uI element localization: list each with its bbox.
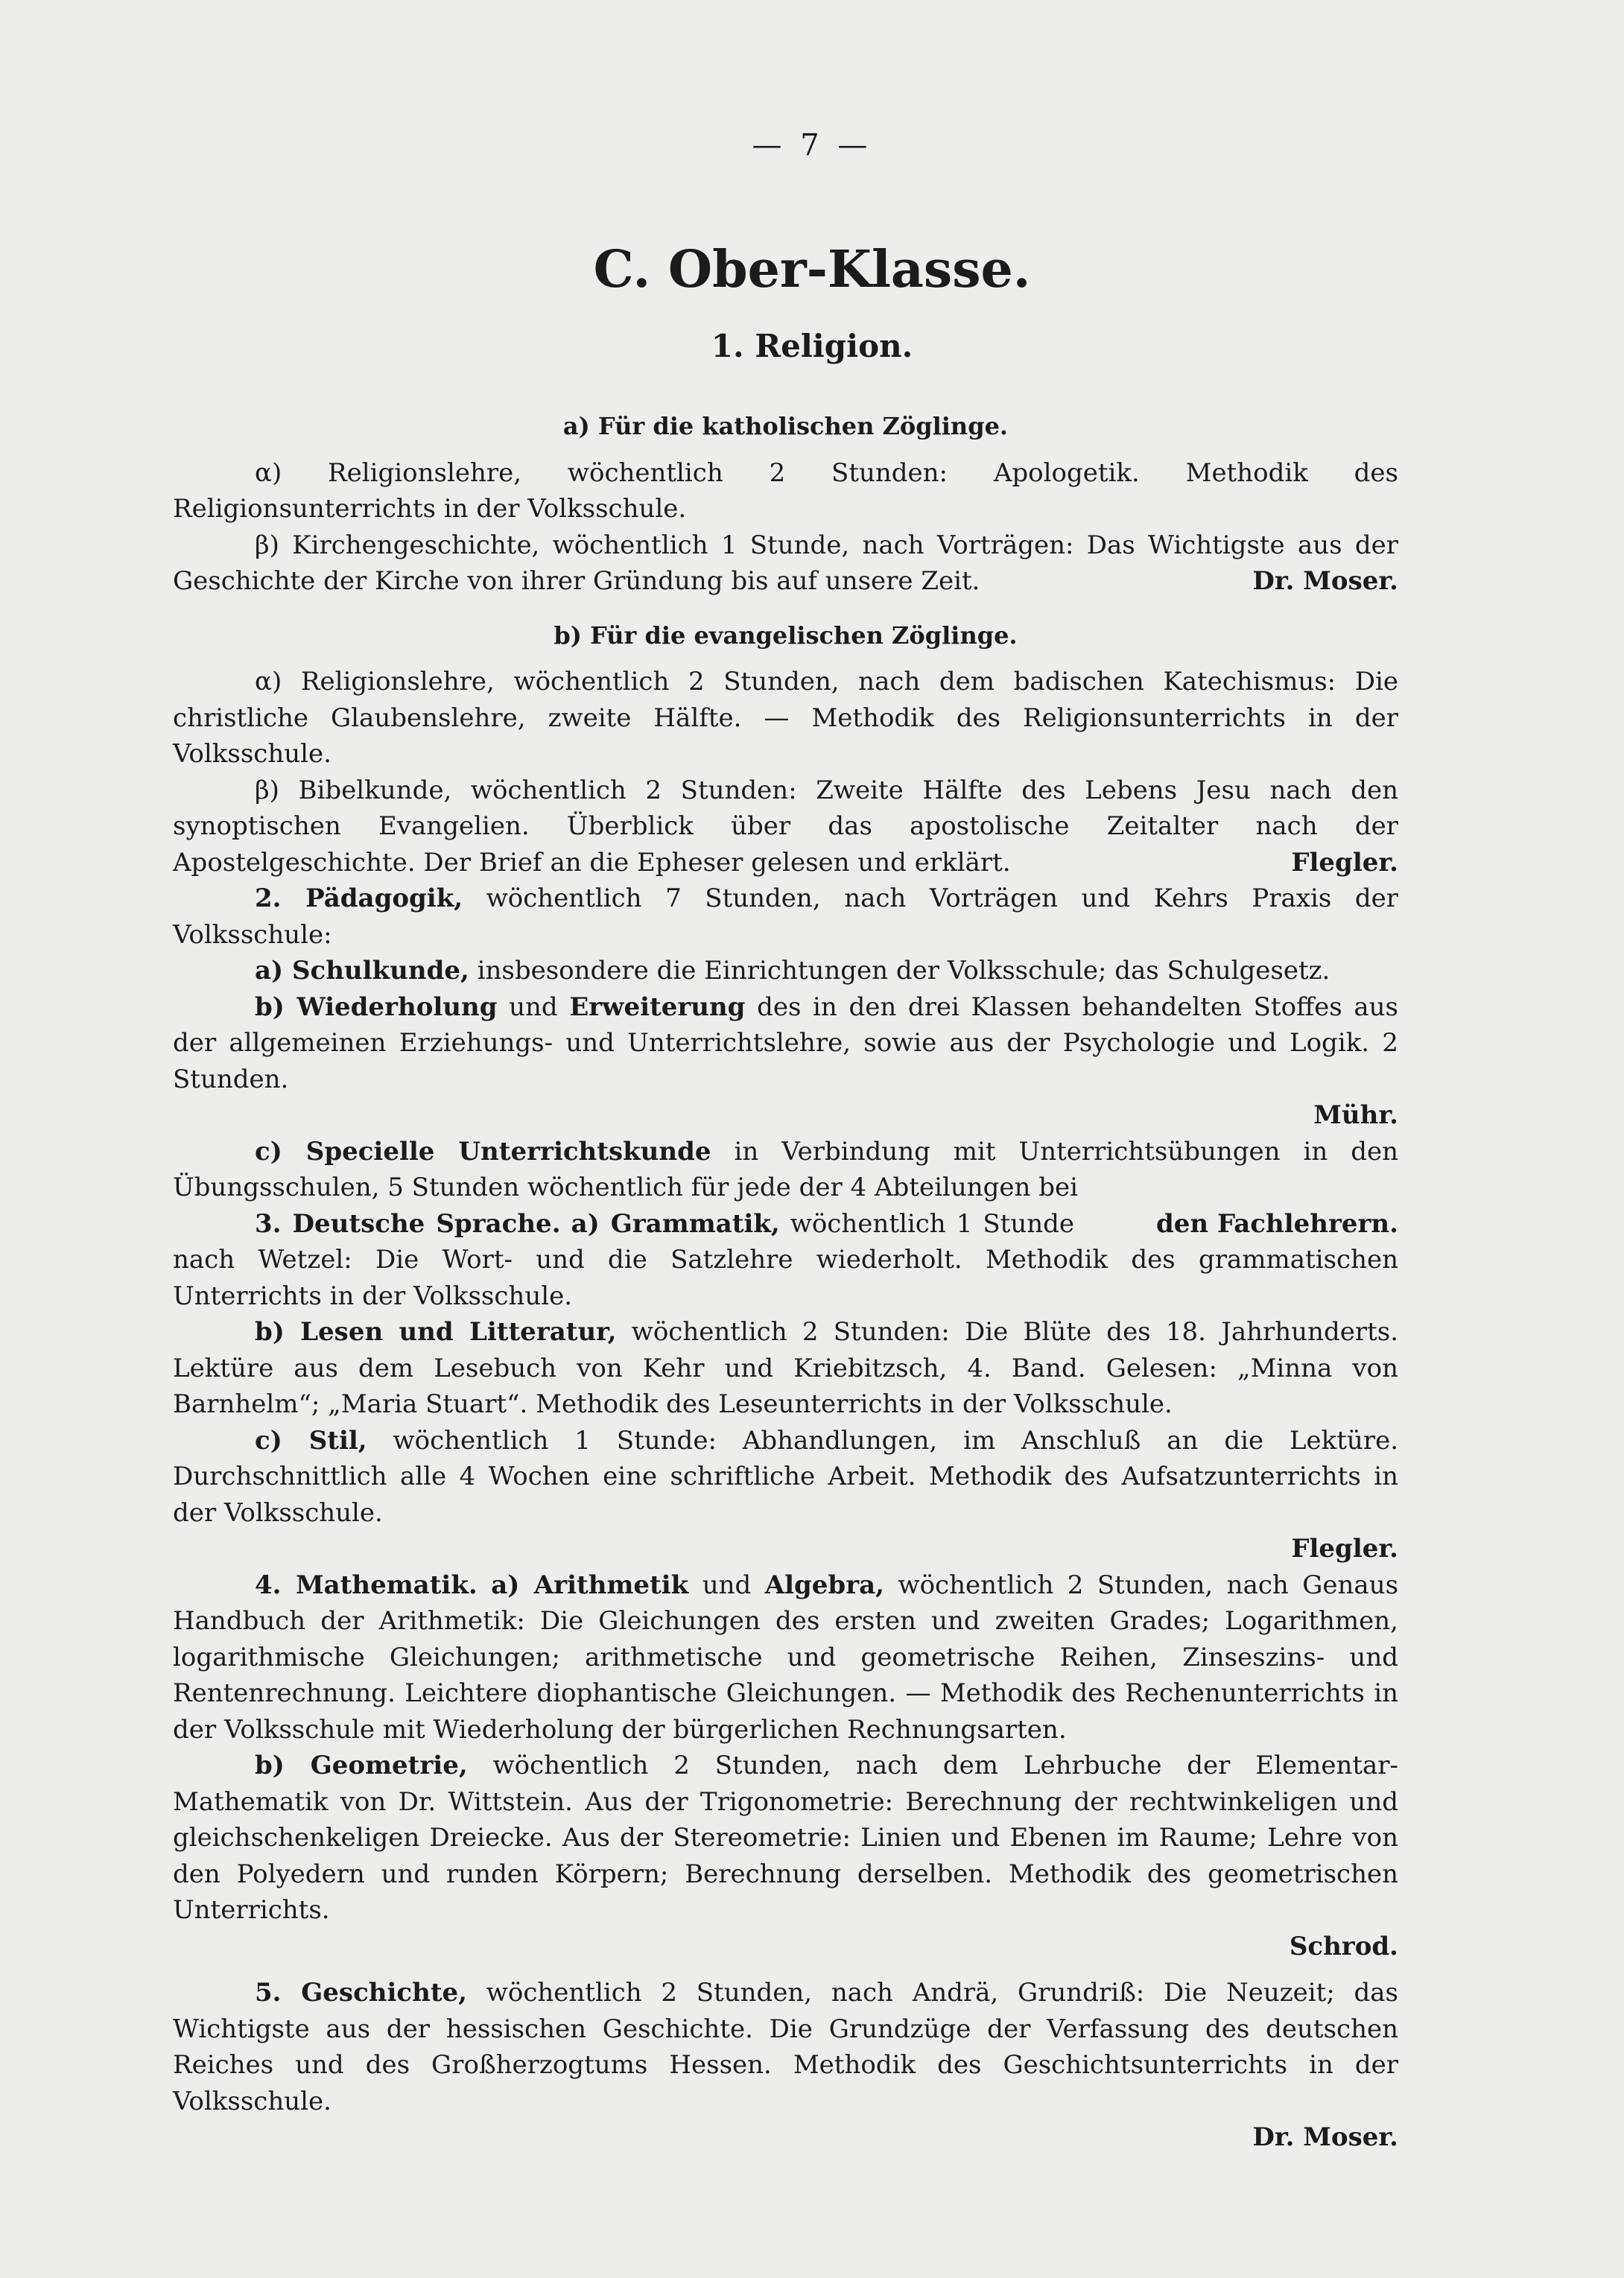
signature: Dr. Moser. [1252,2122,1398,2152]
signature: Dr. Moser. [1252,566,1398,596]
paragraph-paedagogik-a: a) Schulkunde, insbesondere die Einrichtungen der Volksschule; das Schulgesetz. [255,956,1330,986]
subheading-protestant: b) Für die evangelischen Zöglinge. [554,621,1018,650]
signature: Flegler. [1291,1534,1398,1564]
page-title: C. Ober-Klasse. [593,240,1031,299]
signature: Mühr. [1313,1100,1398,1130]
section-heading-mathematik: 4. Mathematik. [255,1570,478,1600]
paragraph-religion-a-alpha: α) Religionslehre, wöchentlich 2 Stunden: Apologetik. Methodik des Religionsunterrichts in der Volksschule. [173,457,1398,524]
paragraph-deutsch-c: c) Stil, wöchentlich 1 Stunde: Abhandlungen, im Anschluß an die Lektüre. Durchschnittlich alle 4 Wochen eine schriftliche Arbeit. Methodik des Aufsatzunterrichts in der Volksschule. [173,1425,1398,1528]
paragraph-religion-b-beta: β) Bibelkunde, wöchentlich 2 Stunden: Zweite Hälfte des Lebens Jesu nach den synoptischen Evangelien. Überblick über das apostolische Zeitalter nach der Apostelgeschichte. Der Brief an die Epheser gelesen und erklärt. Flegler. [173,772,1398,881]
paragraph-paedagogik-b: b) Wiederholung und Erweiterung des in den drei Klassen behandelten Stoffes aus der allgemeinen Erziehungs- und Unterrichtslehre, sowie aus der Psychologie und Logik. 2 Stunden. [173,992,1399,1094]
body-text [173,408,1398,2156]
paragraph-paedagogik-c: c) Specielle Unterrichtskunde in Verbindung mit Unterrichtsübungen in den Übungsschulen, 5 Stunden wöchentlich für jede der 4 Abteilungen bei den Fachlehrern. [173,1134,1398,1206]
paragraph-deutsch-a: 3. Deutsche Sprache. a) Grammatik, wöchentlich 1 Stunde nach Wetzel: Die Wort- und die Satzlehre wiederholt. Methodik des grammatischen Unterrichts in der Volksschule. [173,1208,1398,1311]
paragraph-paedagogik: 2. Pädagogik, wöchentlich 7 Stunden, nach Vorträgen und Kehrs Praxis der Volksschule: [173,883,1398,950]
paragraph-religion-b-alpha: α) Religionslehre, wöchentlich 2 Stunden, nach dem badischen Katechismus: Die christliche Glaubenslehre, zweite Hälfte. — Methodik des Religionsunterrichts in der Volksschule. [173,667,1398,769]
paragraph-mathematik-a: 4. Mathematik. a) Arithmetik und Algebra, wöchentlich 2 Stunden, nach Genaus Handbuch der Arithmetik: Die Gleichungen des ersten und zweiten Grades; Logarithmen, logarithmische Gleichungen; arithmetische und geometrische Reihen, Zinseszins- und Rentenrechnung. Leichtere diophantische Gleichungen. — Methodik des Rechenunterrichts in der Volksschule mit Wiederholung der bürgerlichen Rechnungsarten. [173,1570,1399,1745]
paragraph-mathematik-b: b) Geometrie, wöchentlich 2 Stunden, nach dem Lehrbuche der Elementar-Mathematik von Dr. Wittstein. Aus der Trigonometrie: Berechnung der rechtwinkeligen und gleichschenkeligen Dreiecke. Aus der Stereometrie: Linien und Ebenen im Raume; Lehre von den Polyedern und runden Körpern; Berechnung derselben. Methodik des geometrischen Unterrichts. [173,1751,1399,1925]
page-number: — 7 — [752,128,872,162]
section-heading-paedagogik: 2. Pädagogik, [255,883,463,913]
signature: Flegler. [1291,847,1398,878]
paragraph-religion-a-beta: β) Kirchengeschichte, wöchentlich 1 Stunde, nach Vorträgen: Das Wichtigste aus der Geschichte der Kirche von ihrer Gründung bis auf unsere Zeit. Dr. Moser. [173,527,1398,600]
signature: den Fachlehrern. [1156,1208,1398,1239]
signature: Schrod. [1289,1931,1398,1961]
paragraph-geschichte: 5. Geschichte, wöchentlich 2 Stunden, nach Andrä, Grundriß: Die Neuzeit; das Wichtigste aus der hessischen Geschichte. Die Grundzüge der Verfassung des deutschen Reiches und des Großherzogtums Hessen. Methodik des Geschichtsunterrichts in der Volksschule. [173,1978,1398,2116]
section-heading-geschichte: 5. Geschichte, [255,1978,468,2008]
paragraph-deutsch-b: b) Lesen und Litteratur, wöchentlich 2 Stunden: Die Blüte des 18. Jahrhunderts. Lektüre aus dem Lesebuch von Kehr und Kriebitzsch, 4. Band. Gelesen: „Minna von Barnhelm“; „Maria Stuart“. Methodik des Leseunterrichts in der Volksschule. [173,1317,1399,1419]
section-heading-religion: 1. Religion. [711,328,913,364]
section-heading-deutsch: 3. Deutsche Sprache. [255,1208,561,1239]
subheading-catholic: a) Für die katholischen Zöglinge. [562,412,1009,440]
